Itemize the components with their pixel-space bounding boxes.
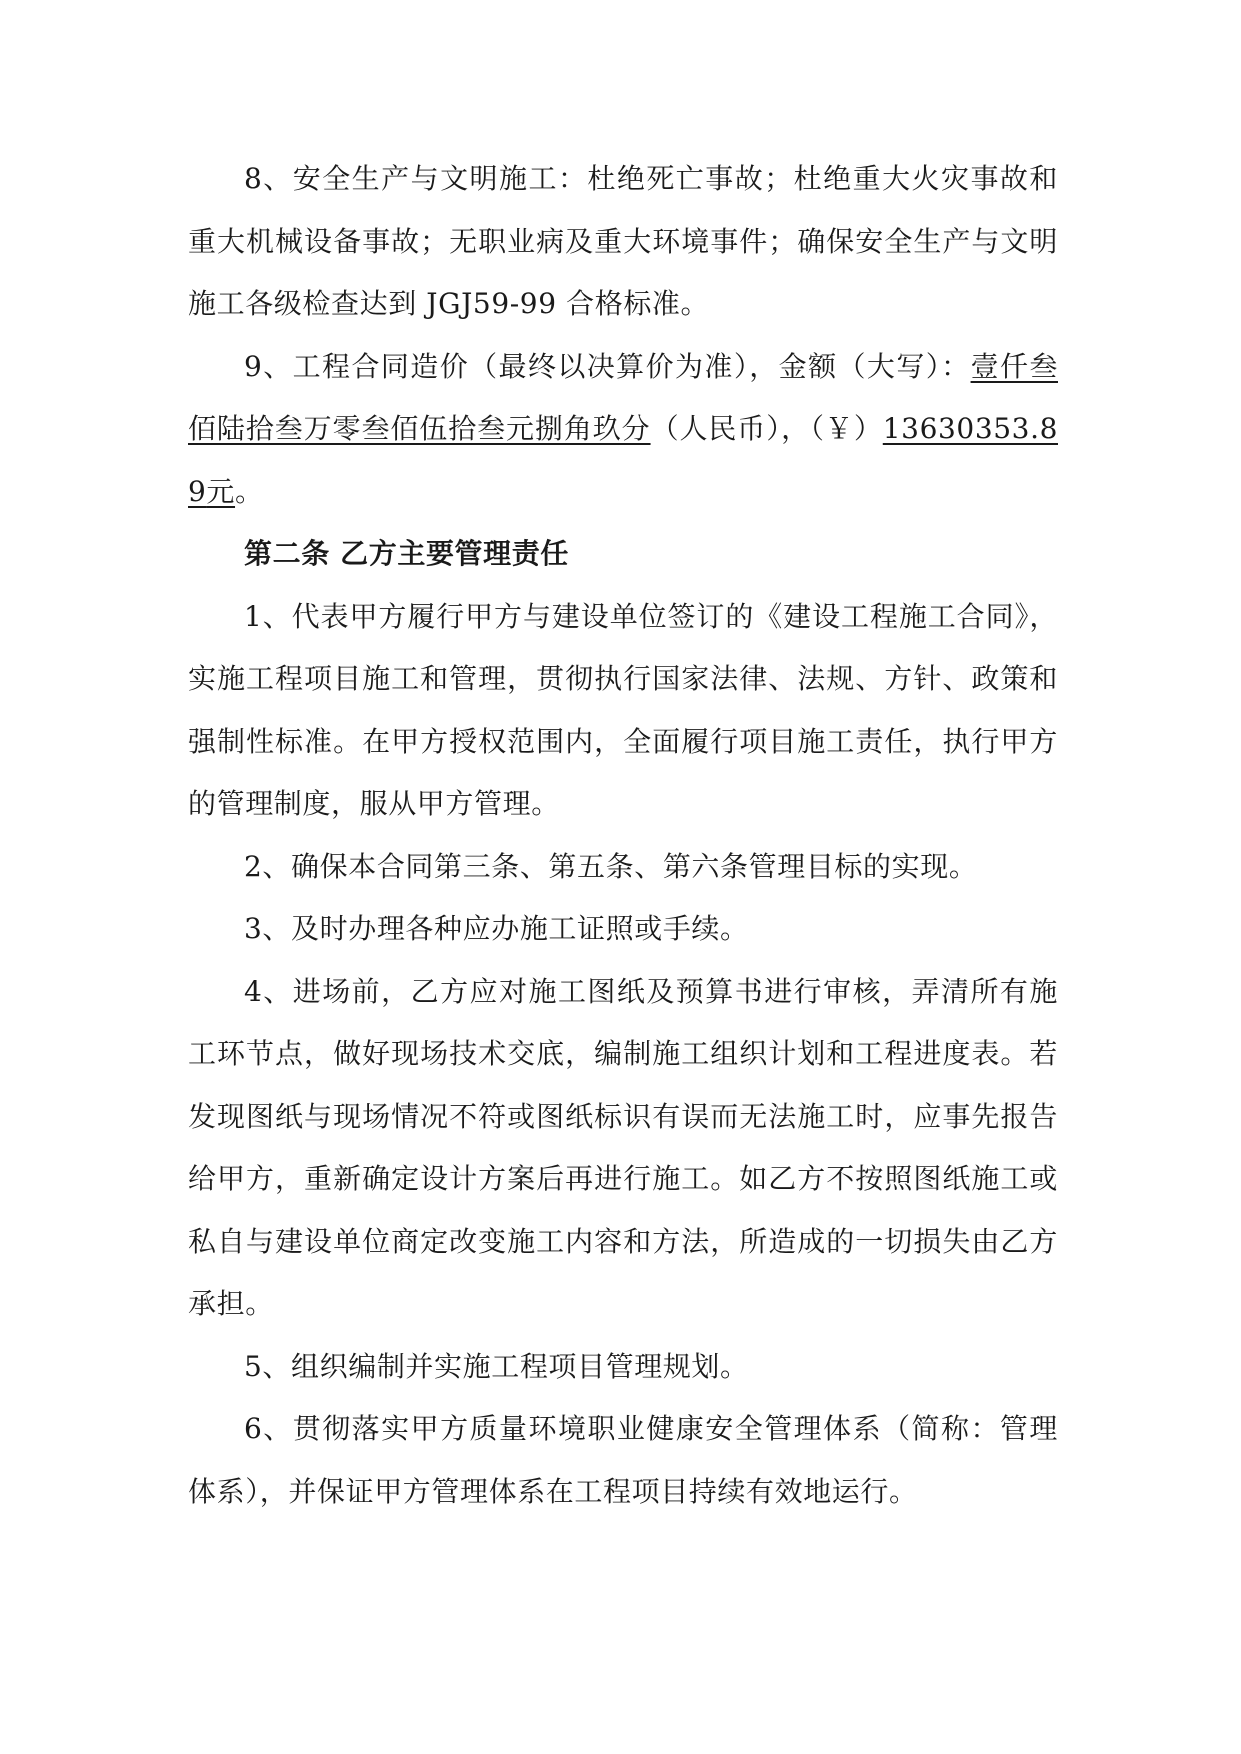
clause-9-end: 。 (235, 474, 264, 508)
document-page (188, 148, 1058, 1523)
article-2-item-4: 4、进场前，乙方应对施工图纸及预算书进行审核，弄清所有施工环节点，做好现场技术交底，编制施工组织计划和工程进度表。若发现图纸与现场情况不符或图纸标识有误而无法施工时，应事先报告给甲方，重新确定设计方案后再进行施工。如乙方不按照图纸施工或私自与建设单位商定改变施工内容和方法，所造成的一切损失由乙方承担。 (188, 974, 1058, 1320)
article-2-item-3: 3、及时办理各种应办施工证照或手续。 (244, 912, 749, 945)
article-2-title: 第二条 乙方主要管理责任 (244, 537, 569, 570)
clause-9-contract-price (188, 336, 1058, 524)
article-2-item-2: 2、确保本合同第三条、第五条、第六条管理目标的实现。 (244, 849, 978, 883)
amount-unit: 元 (206, 474, 236, 508)
article-2-item-1: 1、代表甲方履行甲方与建设单位签订的《建设工程施工合同》，实施工程项目施工和管理，贯彻执行国家法律、法规、方针、政策和强制性标准。在甲方授权范围内，全面履行项目施工责任，执行甲方的管理制度，服从甲方管理。 (188, 599, 1058, 820)
amount-in-figures: 13630353.89 (188, 412, 1058, 508)
clause-8-safety: 8、安全生产与文明施工：杜绝死亡事故；杜绝重大火灾事故和重大机械设备事故；无职业病及重大环境事件；确保安全生产与文明施工各级检查达到 JGJ59-99 合格标准。 (188, 162, 1058, 320)
article-2-item-6: 6、贯彻落实甲方质量环境职业健康安全管理体系（简称：管理体系），并保证甲方管理体系在工程项目持续有效地运行。 (188, 1412, 1058, 1508)
clause-9-prefix: 9、工程合同造价（最终以决算价为准），金额（大写）： (244, 349, 971, 383)
article-2-item-5: 5、组织编制并实施工程项目管理规划。 (244, 1349, 749, 1383)
currency-label: （人民币），（￥） (650, 412, 883, 445)
amount-in-words: 壹仟叁佰陆拾叁万零叁佰伍拾叁元捌角玖分 (188, 349, 1058, 445)
